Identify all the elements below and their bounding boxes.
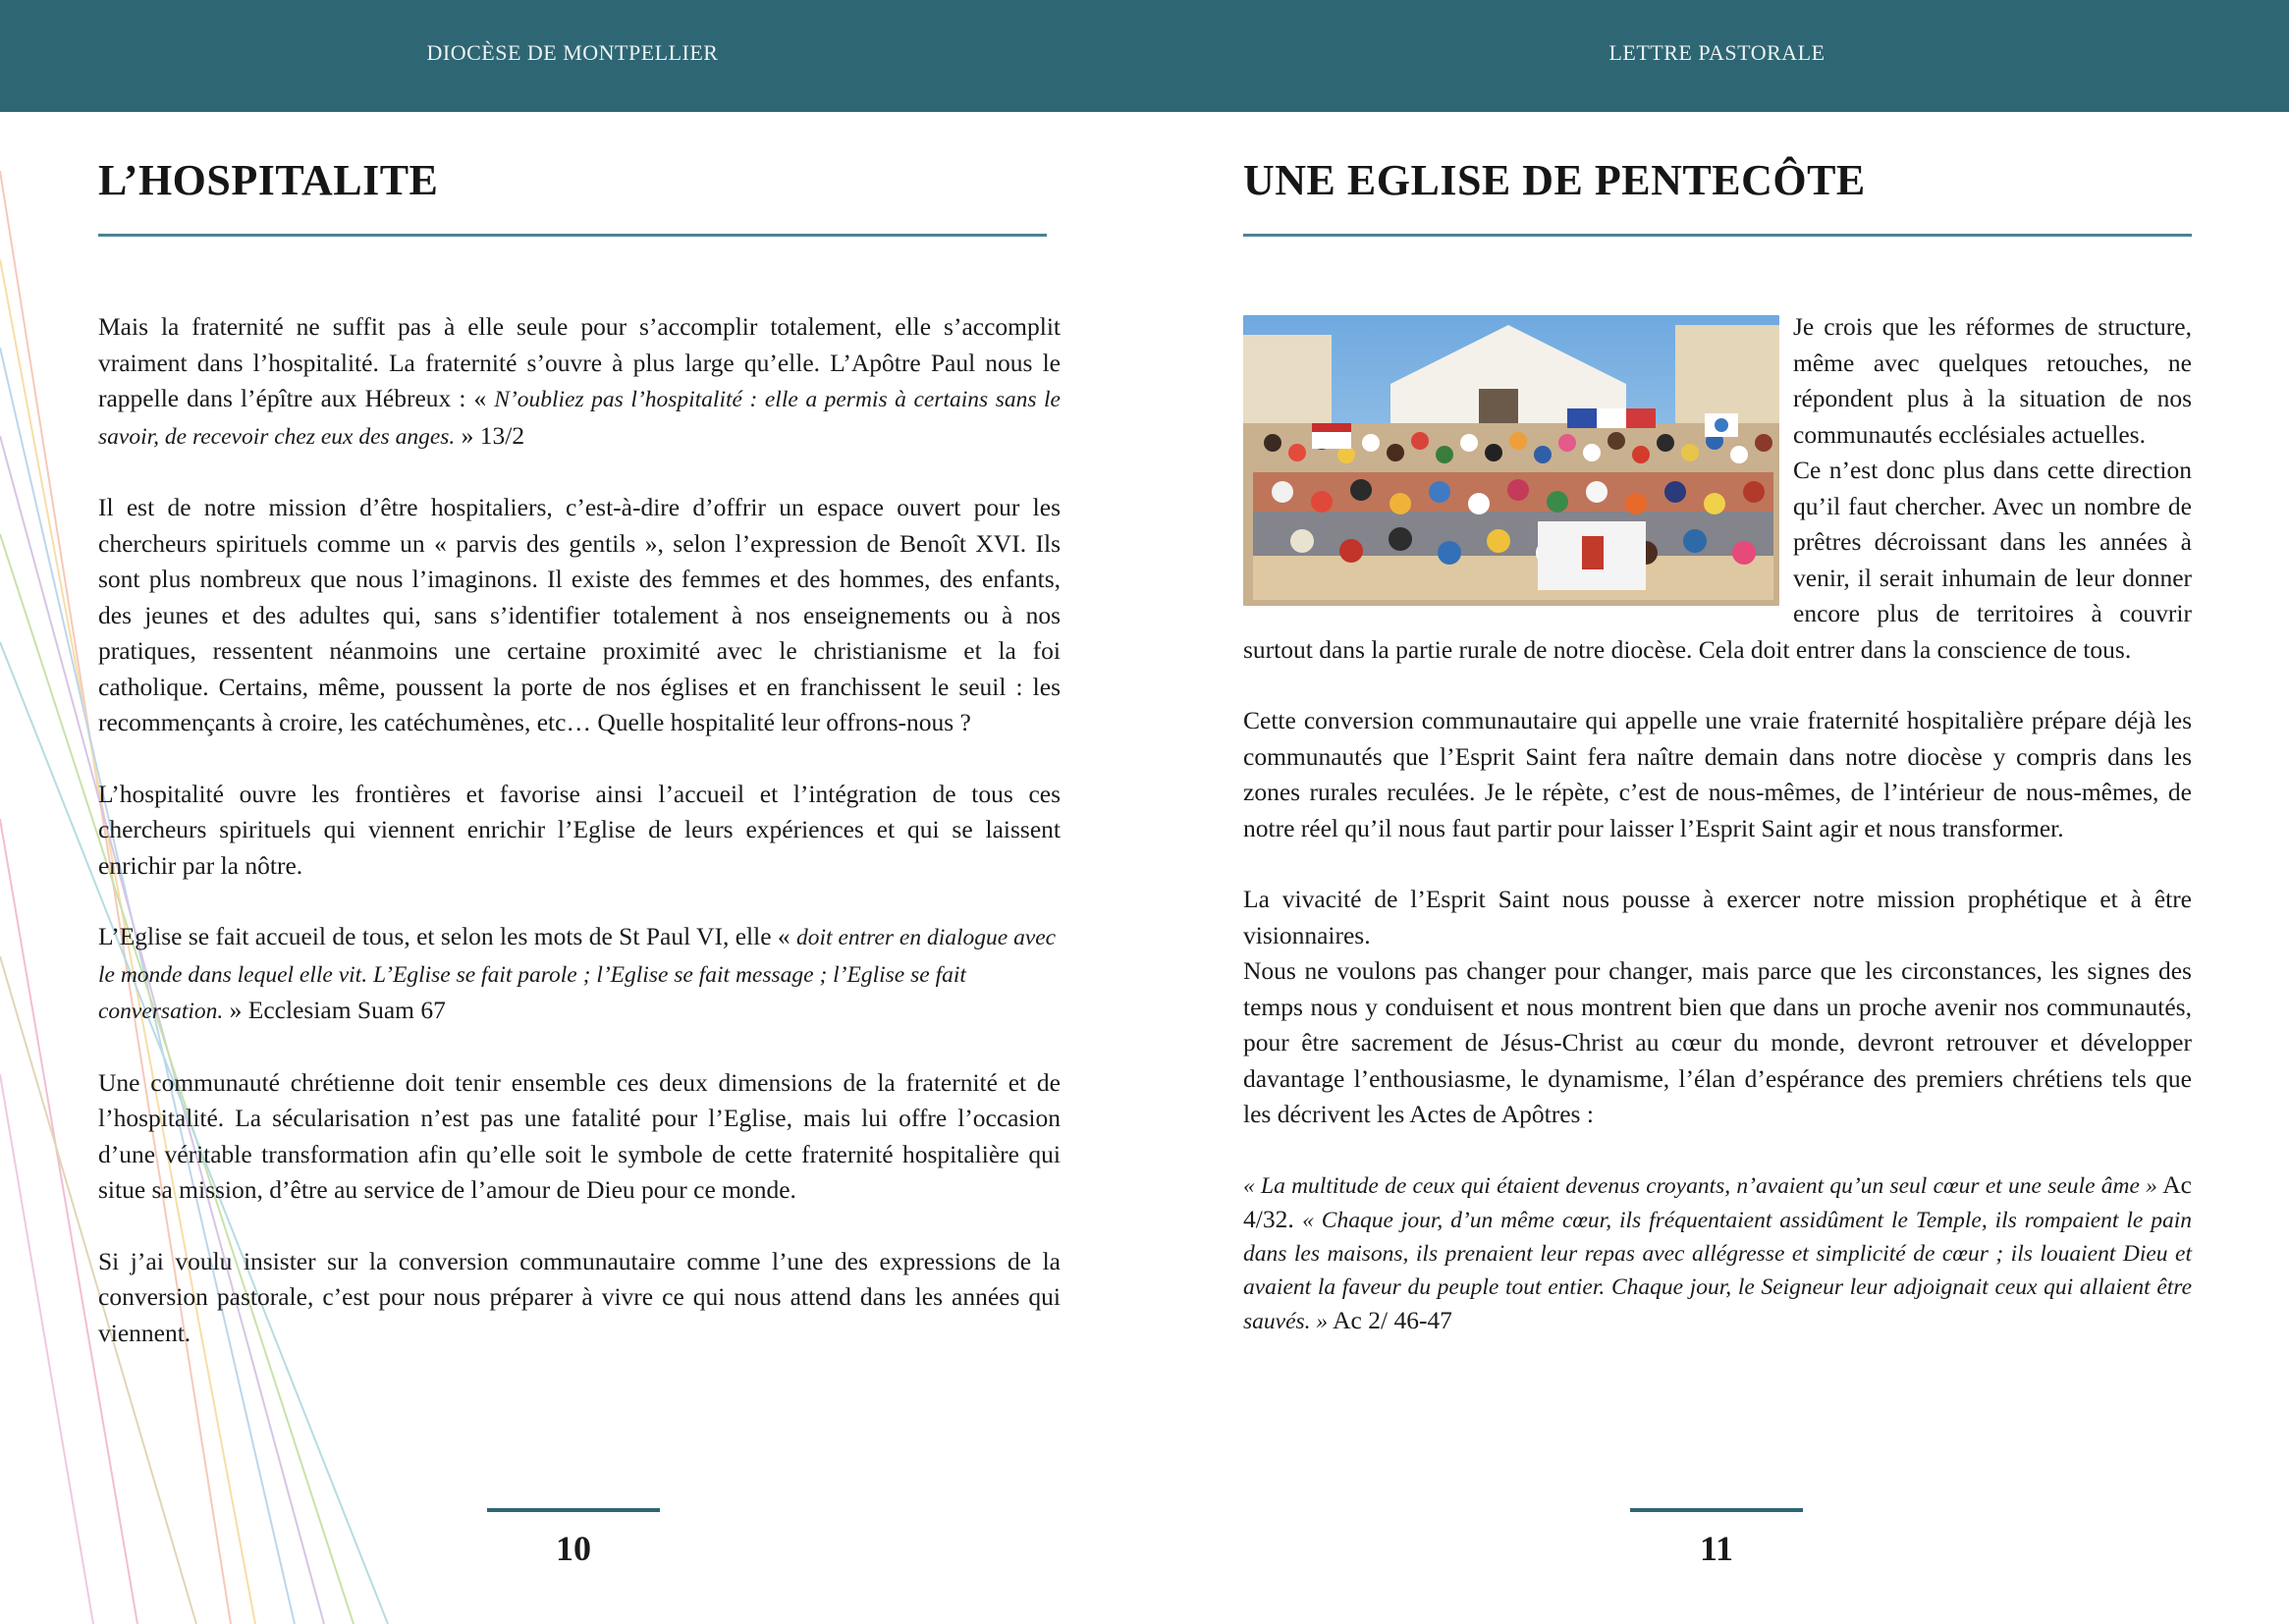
page-number-right: 11 bbox=[1699, 1529, 1733, 1568]
paragraph-frontieres: L’hospitalité ouvre les frontières et favorise ainsi l’accueil et l’intégration de tous ces chercheurs spirituels qui viennent enrichir l’Eglise de leurs expériences et qui se laissent enrichir par la nôtre. bbox=[98, 779, 1061, 880]
paragraph-communaute: Une communauté chrétienne doit tenir ensemble ces deux dimensions de la fraternité et de l’hospitalité. La sécularisation n’est pas une fatalité pour l’Eglise, mais lui offre l’occasion d’une véritable transformation afin qu’elle soit le symbole de cette fraternité hospitalière qui situe sa mission, d’être au service de l’amour de Dieu pour ce monde. bbox=[98, 1067, 1061, 1204]
paragraph-reformes: Je crois que les réformes de structure, même avec quelques retouches, ne répondent plus à la situation de nos communautés ecclésiales actuelles. bbox=[1793, 312, 2192, 449]
paragraph-ecclesiam bbox=[98, 919, 1061, 1030]
paragraph-mission: Il est de notre mission d’être hospitaliers, c’est-à-dire d’offrir un espace ouvert pour les chercheurs spirituels comme un « parvis des gentils », selon l’expression de Benoît XVI. Ils sont plus nombreux que nous l’imaginons. Il existe des femmes et des hommes, des enfants, des jeunes et des adultes qui, sans s’identifier totalement à nos enseignements ou à nos pratiques, ressentent néanmoins une certaine proximité avec le christianisme et la foi catholique. Certains, même, poussent la porte de nos églises et en franchissent le seuil : les recommençants à croire, les catéchumènes, etc… Quelle hospitalité leur offrons-nous ? bbox=[98, 493, 1061, 736]
p1-ref: » 13/2 bbox=[455, 420, 525, 450]
header-bar-right bbox=[1145, 0, 2289, 112]
quote-actes-1-ref: Ac 4/32. bbox=[1243, 1169, 2192, 1233]
paragraph-conversion: Si j’ai voulu insister sur la conversion communautaire comme l’une des expressions de la conversion pastorale, c’est pour nous préparer à vivre ce qui nous attend dans les années qui viennent. bbox=[98, 1246, 1061, 1347]
paragraph-changer: Nous ne voulons pas changer pour changer, mais parce que les circonstances, les signes des temps nous y conduisent et nous montrent bien que dans un proche avenir nos communautés, pour être sacrement de Jésus-Christ au cœur du monde, devront retrouver et développer davantage l’enthousiasme, le dynamisme, l’élan d’espérance des premiers chrétiens tels que les décrivent les Actes de Apôtres : bbox=[1243, 956, 2192, 1128]
paragraph-hebreux bbox=[98, 309, 1061, 455]
body-left bbox=[98, 309, 1061, 1386]
footer-rule-right bbox=[1630, 1508, 1803, 1512]
quote-actes-2: « Chaque jour, d’un même cœur, ils fréquentaient assidûment le Temple, ils rompaient le pain dans les maisons, ils prenaient leur repas avec allégresse et simplicité de cœur ; ils louaient Dieu et avaient la faveur du peuple tout entier. Chaque jour, le Seigneur leur adjoignait ceux qui allaient être sauvés. » bbox=[1243, 1207, 2192, 1334]
p4-text: L’Eglise se fait accueil de tous, et selon les mots de St Paul VI, elle « bbox=[98, 922, 797, 950]
paragraph-vivacite: La vivacité de l’Esprit Saint nous pousse à exercer notre mission prophétique et à être visionnaires. bbox=[1243, 885, 2192, 949]
title-rule-left bbox=[98, 234, 1047, 237]
quote-actes-1: « La multitude de ceux qui étaient devenus croyants, n’avaient qu’un seul cœur et une seule âme » bbox=[1243, 1172, 2157, 1199]
p1-quote: N’oubliez pas l’hospitalité : elle a permis à certains sans le savoir, de recevoir chez eux des anges. bbox=[98, 387, 1061, 450]
page-title-left: L’HOSPITALITE bbox=[98, 156, 439, 204]
p4-ref: » Ecclesiam Suam 67 bbox=[223, 996, 446, 1024]
header-lettre: LETTRE PASTORALE bbox=[1608, 40, 1826, 65]
title-rule-right bbox=[1243, 234, 2192, 237]
body-right bbox=[1243, 309, 2192, 1374]
quote-actes bbox=[1243, 1168, 2192, 1338]
p1-text: Mais la fraternité ne suffit pas à elle seule pour s’accomplir totalement, elle s’accomplit vraiment dans l’hospitalité. La fraternité s’ouvre à plus large qu’elle. L’Apôtre Paul nous le rappelle dans l’épître aux Hébreux : « bbox=[98, 312, 1061, 412]
page-title-right: UNE EGLISE DE PENTECÔTE bbox=[1243, 156, 1866, 204]
quote-actes-2-ref: Ac 2/ 46-47 bbox=[1328, 1305, 1452, 1334]
paragraph-direction: Ce n’est donc plus dans cette direction qu’il faut chercher. Avec un nombre de prêtres décroissant dans les années à venir, il serait inhumain de leur donner encore plus de territoires à couvrir surtout dans la partie rurale de notre diocèse. Cela doit entrer dans la conscience de tous. bbox=[1243, 456, 2192, 664]
page-right bbox=[1145, 0, 2289, 1624]
header-diocese: DIOCÈSE DE MONTPELLIER bbox=[426, 40, 719, 65]
group-photo-icon bbox=[1243, 315, 1779, 606]
page-number-left: 10 bbox=[556, 1529, 591, 1568]
footer-rule-left bbox=[487, 1508, 660, 1512]
p4-quote: doit entrer en dialogue avec le monde dans lequel elle vit. L’Eglise se fait parole ; l’Eglise se fait message ; l’Eglise se fait conversation. bbox=[98, 925, 1057, 1024]
header-bar-left bbox=[0, 0, 1145, 112]
paragraph-conversion-communautaire: Cette conversion communautaire qui appelle une vraie fraternité hospitalière prépare déjà les communautés que l’Esprit Saint fera naître demain dans notre diocèse y compris dans les zones rurales reculées. Je le répète, c’est de nous-mêmes, de l’intérieur de nous-mêmes, de notre réel qu’il nous faut partir pour laisser l’Esprit Saint agir et nous transformer. bbox=[1243, 706, 2192, 842]
